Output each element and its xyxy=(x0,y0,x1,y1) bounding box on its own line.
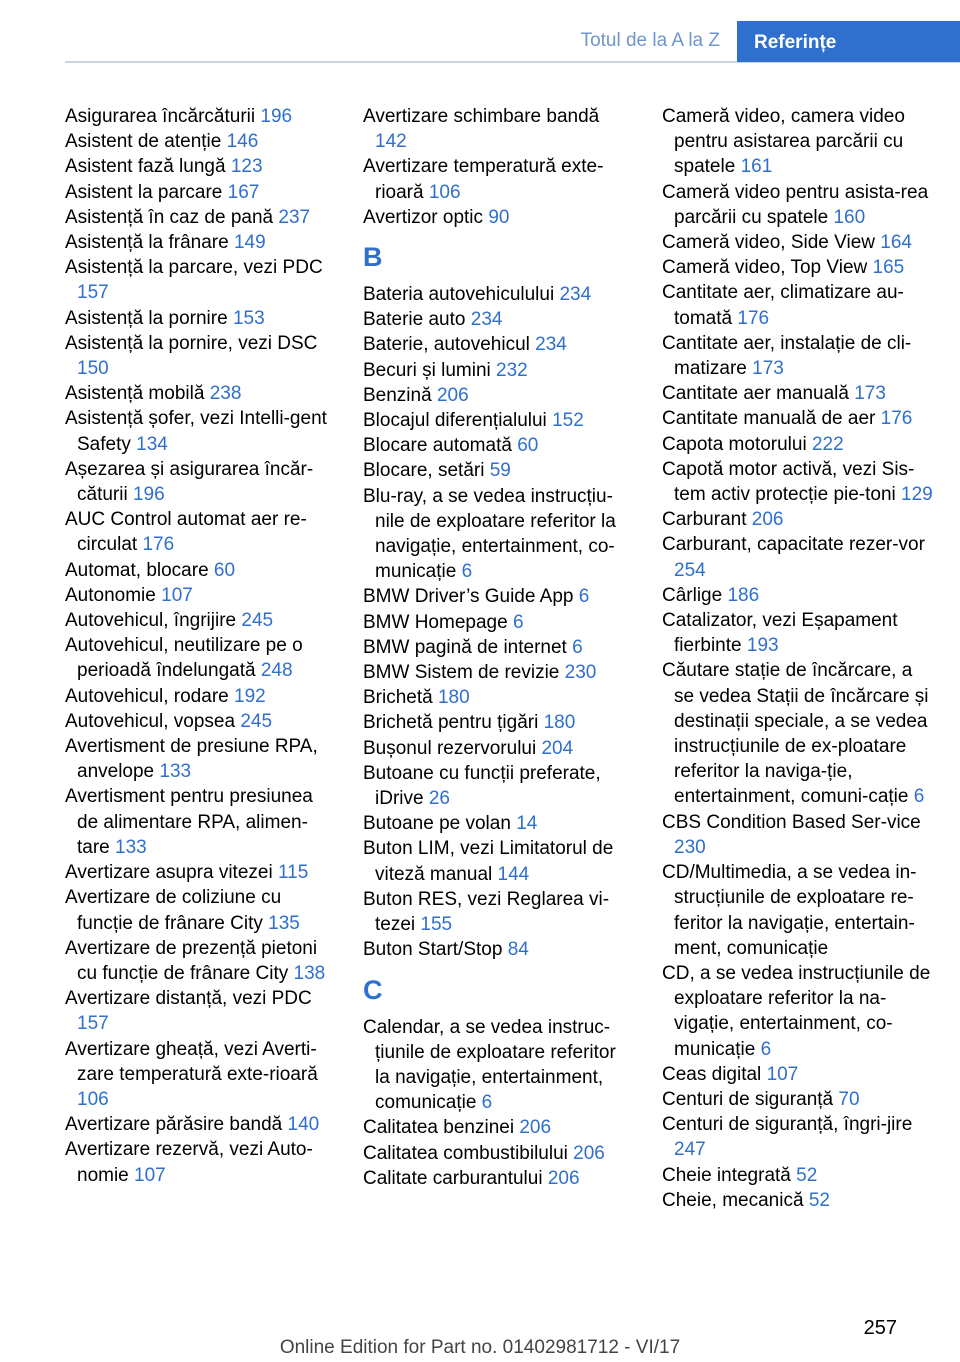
index-entry-text: Centuri de siguranță, îngri‐jire xyxy=(662,1114,913,1136)
index-entry-text: Brichetă pentru țigări xyxy=(363,712,539,734)
index-entry xyxy=(363,761,635,811)
index-entry xyxy=(65,129,337,154)
index-page-link[interactable]: 129 xyxy=(901,484,933,506)
index-entry-text: Blocare automată xyxy=(363,435,512,457)
index-page-link[interactable]: 173 xyxy=(854,383,886,405)
index-page-link[interactable]: 155 xyxy=(420,914,453,936)
index-entry-text: Cârlige xyxy=(662,584,723,606)
index-entry xyxy=(363,811,635,836)
index-entry-text: Avertizare gheață, vezi Averti‐zare temperatură exte‐rioară xyxy=(65,1038,318,1085)
index-entry-text: BMW pagină de internet xyxy=(363,636,567,658)
index-page-link[interactable]: 245 xyxy=(241,610,274,632)
index-page-link[interactable]: 52 xyxy=(796,1164,818,1186)
index-entry xyxy=(65,734,337,784)
index-page-link[interactable]: 149 xyxy=(233,232,266,254)
index-entry-text: Butoane pe volan xyxy=(363,813,511,835)
index-page-link[interactable]: 138 xyxy=(293,962,326,984)
index-entry-text: Capotă motor activă, vezi Sis‐tem activ protecție pie‐toni xyxy=(662,458,915,506)
index-entry xyxy=(662,1163,934,1188)
index-page-link[interactable]: 107 xyxy=(161,584,193,606)
index-entry xyxy=(662,961,934,1062)
index-page-link[interactable]: 164 xyxy=(880,232,912,254)
index-page-link[interactable]: 237 xyxy=(278,206,311,228)
index-page-link[interactable]: 238 xyxy=(209,383,242,405)
index-entry xyxy=(363,282,635,307)
index-page-link[interactable]: 180 xyxy=(437,687,470,709)
index-page-link[interactable]: 26 xyxy=(428,788,450,810)
index-entry-text: Avertizare rezervă, vezi Auto‐nomie xyxy=(65,1139,313,1186)
index-entry xyxy=(363,710,635,735)
index-page-link[interactable]: 70 xyxy=(838,1088,860,1110)
index-page-link[interactable]: 206 xyxy=(573,1142,605,1164)
index-entry xyxy=(363,205,635,230)
index-entry xyxy=(65,936,337,986)
index-entry xyxy=(662,457,934,507)
index-entry-text: Cameră video pentru asista‐rea parcării cu spatele xyxy=(662,181,929,228)
index-entry xyxy=(363,154,635,204)
index-entry-text: Baterie auto xyxy=(363,309,466,331)
index-page-link[interactable]: 123 xyxy=(230,156,263,178)
index-entry xyxy=(662,532,934,582)
index-page-link[interactable]: 176 xyxy=(737,307,770,329)
index-page-link[interactable]: 234 xyxy=(535,334,567,356)
index-entry xyxy=(363,887,635,937)
index-entry-text: Cheie, mecanică xyxy=(662,1189,804,1211)
index-page-link[interactable]: 206 xyxy=(436,384,469,406)
index-column-2 xyxy=(363,104,635,1191)
index-entry-text: Calendar, a se vedea instruc‐țiunile de exploatare referitor la navigație, entertainment, comunicație xyxy=(363,1016,616,1114)
index-page-link[interactable]: 6 xyxy=(760,1038,772,1060)
index-entry xyxy=(662,180,934,230)
index-page-link[interactable]: 115 xyxy=(277,862,309,884)
index-entry xyxy=(65,583,337,608)
index-entry xyxy=(363,1115,635,1140)
index-entry xyxy=(662,810,934,860)
index-page-link[interactable]: 234 xyxy=(470,309,503,331)
index-page-link[interactable]: 176 xyxy=(880,408,913,430)
index-entry xyxy=(65,306,337,331)
index-entry-text: Așezarea și asigurarea încăr‐căturii xyxy=(65,458,314,506)
index-entry-text: Avertizare părăsire bandă xyxy=(65,1114,283,1136)
header-tab: Referințe xyxy=(737,21,960,62)
index-page-link[interactable]: 157 xyxy=(77,1013,109,1035)
index-entry-text: Butoane cu funcții preferate, iDrive xyxy=(363,762,601,810)
index-page-link[interactable]: 167 xyxy=(227,181,260,203)
index-page-link[interactable]: 84 xyxy=(507,939,529,961)
index-column-1 xyxy=(65,104,337,1188)
index-entry-text: Automat, blocare xyxy=(65,559,209,581)
index-entry xyxy=(65,180,337,205)
index-entry-text: Cheie integrată xyxy=(662,1164,791,1186)
index-page-link[interactable]: 157 xyxy=(77,282,109,304)
index-page-link[interactable]: 60 xyxy=(517,435,539,457)
index-entry-text: Autovehicul, rodare xyxy=(65,685,229,707)
index-entry-text: Căutare stație de încărcare, a se vedea Stații de încărcare și destinații speciale, a se vedea instrucțiunile de ex‐ploatare referitor la naviga‐ție, entertainment, comuni‐cație xyxy=(662,660,929,808)
index-entry-text: CD/Multimedia, a se vedea in‐strucțiunile de exploatare re‐feritor la navigație, entertain‐ment, comunicație xyxy=(662,862,917,959)
index-entry-text: Cantitate aer, instalație de cli‐matizare xyxy=(662,332,912,380)
index-page-link[interactable]: 161 xyxy=(740,156,773,178)
index-page-link[interactable]: 173 xyxy=(752,358,784,380)
footer-edition: Online Edition for Part no. 01402981712 - VI/17 xyxy=(279,1337,681,1358)
index-entry-text: Avertizare temperatură exte‐rioară xyxy=(363,156,604,203)
index-page-link[interactable]: 230 xyxy=(564,662,597,684)
index-entry xyxy=(662,280,934,330)
index-page-link[interactable]: 204 xyxy=(541,737,574,759)
index-entry-text: Avertizare de prezență pietoni cu funcție de frânare City xyxy=(65,937,318,984)
index-page-link[interactable]: 142 xyxy=(375,131,407,153)
index-entry xyxy=(363,484,635,585)
index-entry xyxy=(65,684,337,709)
index-entry xyxy=(65,1112,337,1137)
index-page-link[interactable]: 247 xyxy=(674,1139,706,1161)
index-entry-text: Catalizator, vezi Eșapament fierbinte xyxy=(662,610,898,657)
index-page-link[interactable]: 146 xyxy=(226,131,259,153)
index-entry-text: Buton Start/Stop xyxy=(363,939,503,961)
index-entry xyxy=(662,1188,934,1213)
index-entry-text: Calitate carburantului xyxy=(363,1167,543,1189)
index-page-link[interactable]: 14 xyxy=(516,813,538,835)
index-entry xyxy=(65,608,337,633)
index-page-link[interactable]: 180 xyxy=(543,712,576,734)
index-page-link[interactable]: 133 xyxy=(115,836,147,858)
index-entry-text: Cameră video, camera video pentru asistarea parcării cu spatele xyxy=(662,106,905,178)
index-entry-text: Calitatea combustibilului xyxy=(363,1142,568,1164)
index-entry xyxy=(65,1037,337,1113)
index-entry xyxy=(65,331,337,381)
index-page-link[interactable]: 248 xyxy=(260,660,293,682)
index-page-link[interactable]: 106 xyxy=(77,1088,109,1110)
index-page-link[interactable]: 192 xyxy=(234,685,266,707)
index-entry-text: Avertizare schimbare bandă xyxy=(363,106,600,127)
index-entry-text: Asistență la parcare, vezi PDC xyxy=(65,257,323,279)
index-entry-text: Autovehicul, îngrijire xyxy=(65,610,237,632)
index-page-link[interactable]: 140 xyxy=(287,1114,320,1136)
index-page-link[interactable]: 230 xyxy=(674,836,706,858)
index-page-link[interactable]: 135 xyxy=(268,912,300,934)
index-page-link[interactable]: 90 xyxy=(488,206,510,228)
index-entry xyxy=(65,381,337,406)
index-page-link[interactable]: 106 xyxy=(428,181,461,203)
index-entry xyxy=(65,986,337,1036)
index-entry-text: Asistent de atenție xyxy=(65,131,222,153)
index-entry xyxy=(363,458,635,483)
index-letter-heading: B xyxy=(363,242,383,273)
index-entry xyxy=(363,685,635,710)
index-page-link[interactable]: 107 xyxy=(134,1164,166,1186)
index-page-link[interactable]: 6 xyxy=(512,611,524,633)
index-page-link[interactable]: 206 xyxy=(547,1167,580,1189)
index-letter-heading: C xyxy=(363,974,383,1005)
index-page-link[interactable]: 6 xyxy=(461,561,473,583)
index-entry-text: Blu-ray, a se vedea instrucțiu‐nile de exploatare referitor la navigație, entertainment, co‐municație xyxy=(363,485,616,583)
index-entry xyxy=(65,507,337,557)
index-entry-text: Blocare, setări xyxy=(363,460,485,482)
index-entry xyxy=(662,432,934,457)
index-page-link[interactable]: 6 xyxy=(913,786,925,808)
index-entry-text: Asistență în caz de pană xyxy=(65,206,274,228)
index-entry xyxy=(662,583,934,608)
index-entry xyxy=(65,885,337,935)
index-entry xyxy=(363,1141,635,1166)
index-page-link[interactable]: 153 xyxy=(232,307,265,329)
index-page-link[interactable]: 6 xyxy=(572,636,583,658)
index-entry xyxy=(662,608,934,658)
index-entry-text: Bateria autovehiculului xyxy=(363,284,555,306)
index-entry-text: Ceas digital xyxy=(662,1063,762,1085)
index-entry-text: Avertizor optic xyxy=(363,206,484,228)
index-entry-text: Asistență la pornire xyxy=(65,307,228,329)
index-entry xyxy=(662,230,934,255)
index-entry xyxy=(662,1087,934,1112)
index-entry-text: Asigurarea încărcăturii xyxy=(65,106,256,127)
index-column-3 xyxy=(662,104,934,1213)
index-entry-text: Cameră video, Top View xyxy=(662,257,868,279)
index-entry xyxy=(363,836,635,886)
index-entry-text: Avertisment de presiune RPA, anvelope xyxy=(65,736,318,783)
index-entry xyxy=(65,255,337,305)
index-entry-text: Blocajul diferențialului xyxy=(363,410,547,432)
index-entry-text: Asistență la pornire, vezi DSC xyxy=(65,332,318,354)
index-entry-text: BMW Sistem de revizie xyxy=(363,662,560,684)
index-page-link[interactable]: 150 xyxy=(77,358,109,380)
index-entry xyxy=(65,784,337,860)
index-entry xyxy=(363,433,635,458)
index-entry-text: Autonomie xyxy=(65,584,156,606)
index-entry-text: Cantitate aer manuală xyxy=(662,383,849,405)
index-entry-text: Buton RES, vezi Reglarea vi‐tezei xyxy=(363,888,610,936)
index-entry xyxy=(363,635,635,660)
index-entry xyxy=(363,1015,635,1116)
index-entry-text: Buton LIM, vezi Limitatorul de viteză manual xyxy=(363,838,614,885)
index-entry-text: Calitatea benzinei xyxy=(363,1117,515,1139)
index-entry xyxy=(65,633,337,683)
index-entry xyxy=(662,1062,934,1087)
index-entry xyxy=(65,406,337,456)
index-page-link[interactable]: 234 xyxy=(559,284,592,306)
index-entry-text: BMW Homepage xyxy=(363,611,508,633)
index-entry-text: Carburant, capacitate rezer‐vor xyxy=(662,534,925,556)
index-entry-text: BMW Driver’s Guide App xyxy=(363,586,574,608)
index-entry xyxy=(662,104,934,180)
index-entry-text: Bușonul rezervorului xyxy=(363,737,537,759)
page-number: 257 xyxy=(863,1317,897,1339)
index-entry xyxy=(65,154,337,179)
index-page-link[interactable]: 206 xyxy=(751,509,784,531)
index-entry-text: Asistență la frânare xyxy=(65,232,229,254)
index-entry xyxy=(363,383,635,408)
index-entry xyxy=(363,660,635,685)
index-entry-text: Cameră video, Side View xyxy=(662,232,875,254)
index-entry xyxy=(363,307,635,332)
index-entry-text: Asistent fază lungă xyxy=(65,156,226,178)
index-entry xyxy=(662,658,934,809)
index-page-link[interactable]: 52 xyxy=(808,1189,830,1211)
index-page-link[interactable]: 134 xyxy=(136,433,168,455)
index-entry-text: Cantitate aer, climatizare au‐tomată xyxy=(662,282,904,329)
index-entry-text: Capota motorului xyxy=(662,433,807,455)
index-entry xyxy=(662,1112,934,1162)
index-page-link[interactable]: 193 xyxy=(746,635,779,657)
index-entry xyxy=(65,230,337,255)
index-entry-text: Autovehicul, neutilizare pe o perioadă îndelungată xyxy=(65,635,303,682)
index-entry-text: Asistent la parcare xyxy=(65,181,223,203)
index-entry xyxy=(65,558,337,583)
index-page-link[interactable]: 186 xyxy=(727,584,760,606)
index-entry xyxy=(662,255,934,280)
index-entry xyxy=(65,1137,337,1187)
index-page-link[interactable]: 176 xyxy=(142,534,175,556)
index-entry xyxy=(65,709,337,734)
index-entry xyxy=(363,610,635,635)
index-entry-text: Cantitate manuală de aer xyxy=(662,408,876,430)
index-entry xyxy=(662,381,934,406)
index-page-link[interactable]: 152 xyxy=(552,410,584,432)
header-section-title: Totul de la A la Z xyxy=(580,30,720,51)
index-entry-text: Avertizare de coliziune cu funcție de frânare City xyxy=(65,887,282,934)
index-page-link[interactable]: 60 xyxy=(213,559,236,581)
index-entry xyxy=(363,408,635,433)
index-entry xyxy=(65,104,337,129)
index-entry xyxy=(363,937,635,962)
index-page-link[interactable]: 133 xyxy=(159,761,192,783)
index-page-link[interactable]: 6 xyxy=(578,586,590,608)
index-entry xyxy=(363,332,635,357)
index-entry-text: Avertisment pentru presiunea de alimentare RPA, alimen‐tare xyxy=(65,786,313,858)
index-entry xyxy=(363,584,635,609)
index-entry-text: CBS Condition Based Ser‐vice xyxy=(662,811,921,833)
index-page-link[interactable]: 160 xyxy=(833,206,866,228)
index-page-link[interactable]: 165 xyxy=(872,257,905,279)
index-page-link[interactable]: 107 xyxy=(766,1063,799,1085)
index-page-link[interactable]: 144 xyxy=(497,863,530,885)
index-page-link[interactable]: 6 xyxy=(481,1092,493,1114)
index-page-link[interactable]: 59 xyxy=(489,460,511,482)
index-entry xyxy=(363,1166,635,1191)
index-entry-text: Baterie, autovehicul xyxy=(363,334,530,356)
index-entry-text: AUC Control automat aer re‐circulat xyxy=(65,509,307,556)
index-entry xyxy=(662,860,934,961)
index-page-link[interactable]: 254 xyxy=(674,559,706,581)
index-entry-text: Centuri de siguranță xyxy=(662,1088,834,1110)
index-page-link[interactable]: 222 xyxy=(811,433,844,455)
index-entry xyxy=(662,331,934,381)
index-entry xyxy=(65,205,337,230)
index-page-link[interactable]: 196 xyxy=(260,106,293,127)
index-entry xyxy=(662,406,934,431)
index-entry-text: Benzină xyxy=(363,384,432,406)
index-page-link[interactable]: 245 xyxy=(240,710,273,732)
index-entry xyxy=(662,507,934,532)
index-entry-text: Asistență mobilă xyxy=(65,383,205,405)
index-entry-text: Avertizare asupra vitezei xyxy=(65,862,273,884)
index-entry xyxy=(363,358,635,383)
index-page-link[interactable]: 232 xyxy=(496,359,528,381)
index-entry xyxy=(363,104,635,154)
index-entry-text: Asistență șofer, vezi Intelli‐gent Safety xyxy=(65,408,327,455)
index-entry-text: CD, a se vedea instrucțiunile de exploatare referitor la na‐vigație, entertainment, co‐municație xyxy=(662,962,931,1060)
index-page-link[interactable]: 206 xyxy=(519,1117,552,1139)
index-entry-text: Brichetă xyxy=(363,687,433,709)
index-entry-text: Autovehicul, vopsea xyxy=(65,710,236,732)
index-entry xyxy=(65,457,337,507)
index-entry-text: Becuri și lumini xyxy=(363,359,491,381)
index-entry-text: Avertizare distanță, vezi PDC xyxy=(65,988,312,1010)
index-entry xyxy=(363,736,635,761)
index-page-link[interactable]: 196 xyxy=(132,484,165,506)
index-entry xyxy=(65,860,337,885)
index-entry-text: Carburant xyxy=(662,509,747,531)
